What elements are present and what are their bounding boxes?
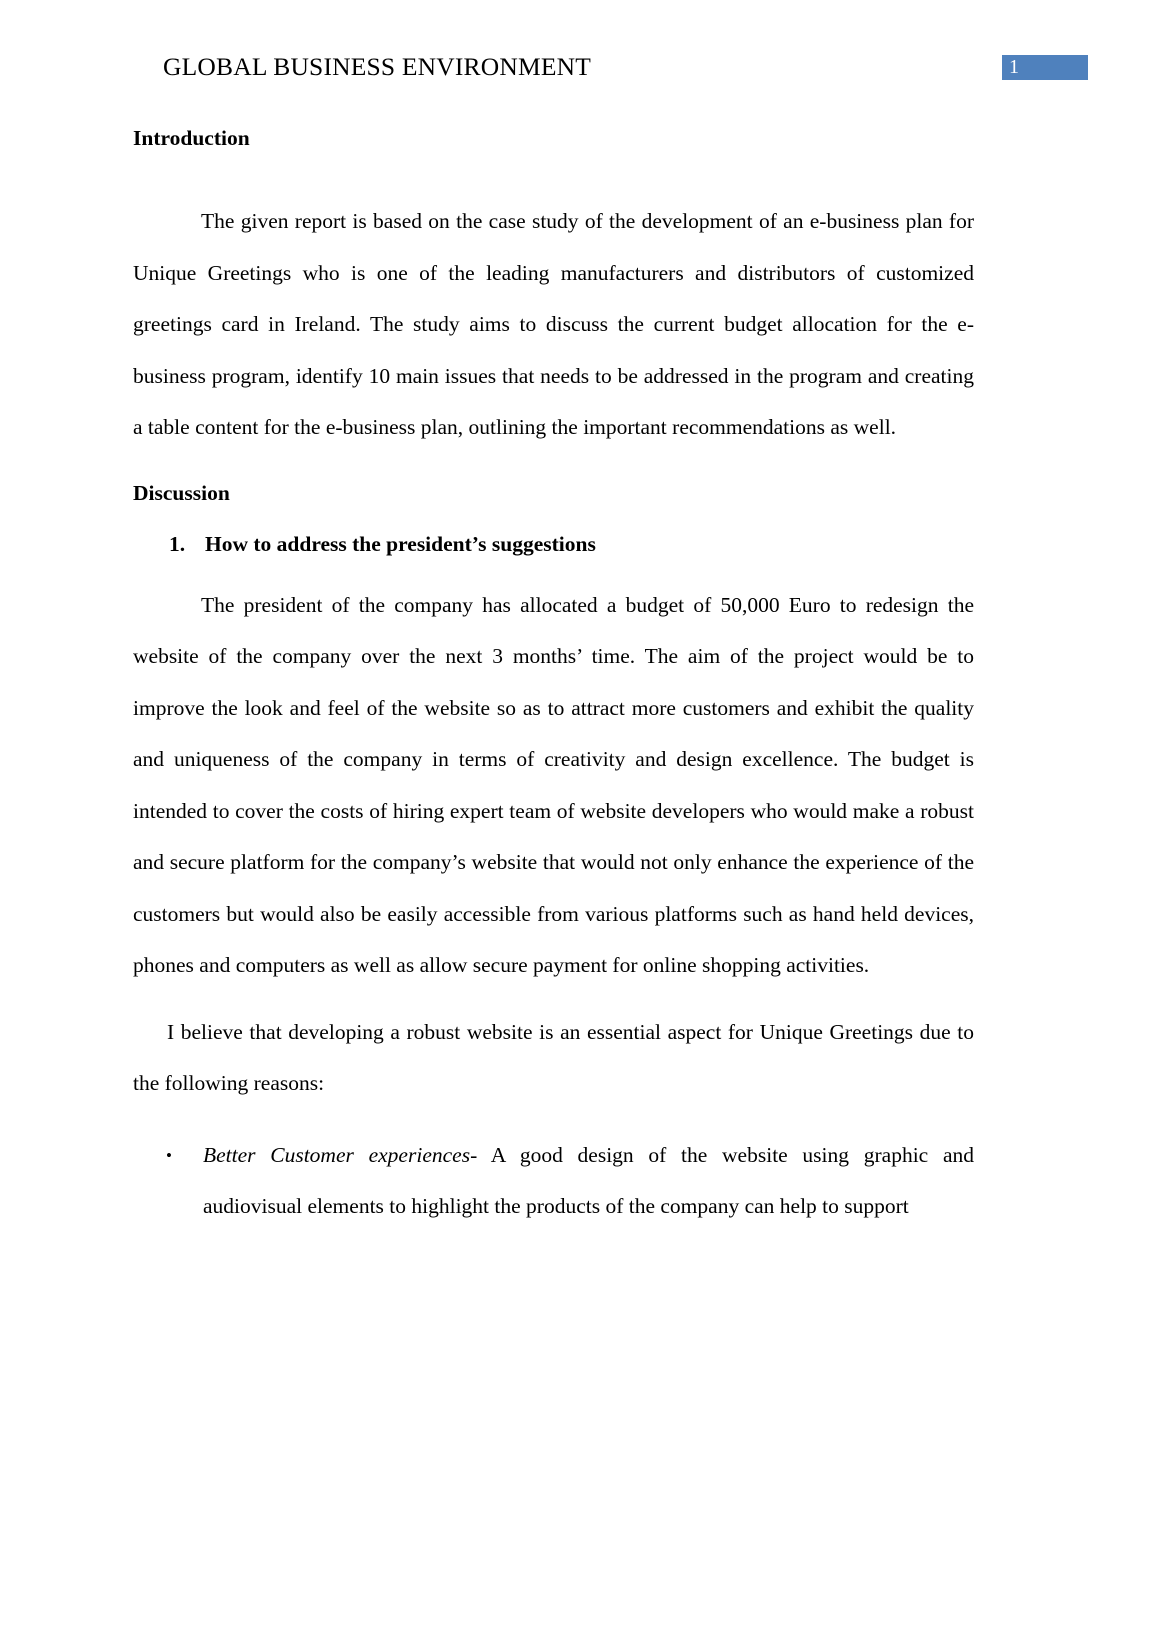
heading-introduction: Introduction [133,126,250,150]
paragraph-president-budget: The president of the company has allocated a budget of 50,000 Euro to redesign the website of the company over the next 3 months’ time. The aim of the project would be to improve the look and feel of the website so as to attract more customers and exhibit the quality and uniqueness of the company in terms of creativity and design excellence. The budget is intended to cover the costs of hiring expert team of website developers who would make a robust and secure platform for the company’s website that would not only enhance the experience of the customers but would also be easily accessible from various platforms such as hand held devices, phones and computers as well as allow secure payment for online shopping activities. [133,592,974,977]
spacer [133,506,974,531]
numbered-item-marker: 1. [169,531,186,556]
list-item-body: - A good design of the website using graphic and audiovisual elements to highlight the products of the company can help to support [203,1142,974,1218]
spacer [133,454,974,480]
list-item [133,1130,974,1233]
list-item-text [203,1130,974,1233]
spacer [133,151,974,196]
list-item-lead-in: Better Customer experiences [203,1142,471,1167]
page-header [0,52,1158,86]
page-number-value: 1 [1009,56,1019,78]
heading-discussion: Discussion [133,480,230,505]
numbered-item-label: How to address the president’s suggestions [205,531,596,556]
spacer [133,992,974,1007]
spacer [133,1110,974,1130]
paragraph-belief: I believe that developing a robust website is an essential aspect for Unique Greetings due to the following reasons: [133,1019,974,1095]
running-header-title: GLOBAL BUSINESS ENVIRONMENT [163,52,592,81]
page-number-badge [1002,55,1088,80]
document-body [133,125,974,1233]
bullet-marker-icon: • [166,1145,172,1165]
numbered-heading-item [133,531,974,557]
spacer [133,557,974,580]
paragraph-introduction: The given report is based on the case study of the development of an e-business plan for Unique Greetings who is one of the leading manufacturers and distributors of customized greetings card in Ireland. The study aims to discuss the current budget allocation for the e-business program, identify 10 main issues that needs to be addressed in the program and creating a table content for the e-business plan, outlining the important recommendations as well. [133,209,974,439]
